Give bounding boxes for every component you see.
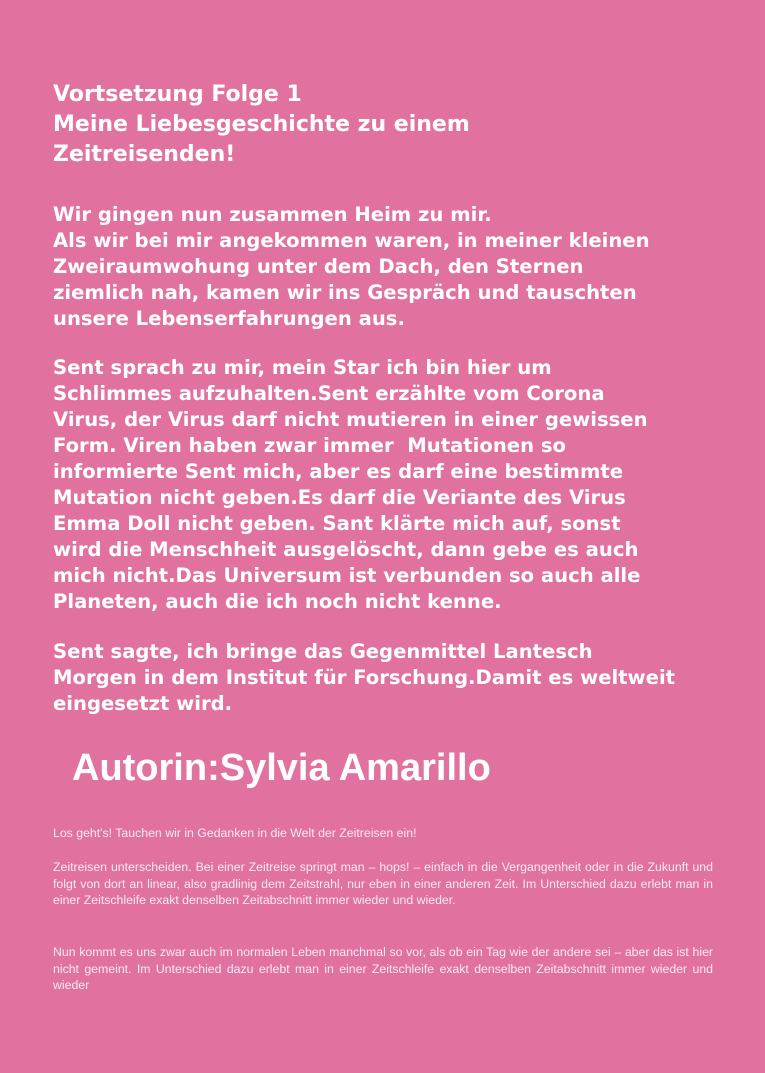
- story-line: Sent sagte, ich bringe das Gegenmittel Lantesch: [53, 640, 593, 663]
- story-line: Emma Doll nicht geben. Sant klärte mich auf, sonst: [53, 512, 621, 535]
- story-line: Virus, der Virus darf nicht mutieren in einer gewissen: [53, 408, 648, 431]
- story-paragraph-3: [53, 639, 743, 717]
- info-paragraph-2: Zeitreisen unterscheiden. Bei einer Zeitreise springt man – hops! – einfach in die Vergangenheit oder in die Zukunft und folgt von dort an linear, also gradlinig dem Zeitstrahl, nur eben in einer anderen Zeit. Im Unterschied dazu erlebt man in einer Zeitschleife exakt denselben Zeitabschnitt immer wieder und wieder.: [53, 860, 713, 907]
- title-line-2: Meine Liebesgeschichte zu einem: [53, 112, 470, 137]
- story-line: ziemlich nah, kamen wir ins Gespräch und tauschten: [53, 281, 637, 304]
- title-line-1: Vortsetzung Folge 1: [53, 82, 302, 107]
- story-line: Morgen in dem Institut für Forschung.Damit es weltweit: [53, 666, 676, 689]
- story-line: unsere Lebenserfahrungen aus.: [53, 307, 405, 330]
- story-line: Sent sprach zu mir, mein Star ich bin hier um: [53, 356, 552, 379]
- author-credit: Autorin:Sylvia Amarillo: [72, 747, 491, 789]
- title-line-3: Zeitreisenden!: [53, 142, 236, 167]
- story-line: Wir gingen nun zusammen Heim zu mir.: [53, 203, 492, 226]
- story-line: wird die Menschheit ausgelöscht, dann gebe es auch: [53, 538, 639, 561]
- story-paragraph-1: [53, 202, 743, 332]
- story-line: Schlimmes aufzuhalten.Sent erzählte vom Corona: [53, 382, 605, 405]
- story-line: Als wir bei mir angekommen waren, in meiner kleinen: [53, 229, 650, 252]
- story-line: Zweiraumwohung unter dem Dach, den Sternen: [53, 255, 584, 278]
- document-title: [53, 80, 733, 170]
- story-line: informierte Sent mich, aber es darf eine bestimmte: [53, 460, 624, 483]
- story-line: eingesetzt wird.: [53, 692, 233, 715]
- story-line: Form. Viren haben zwar immer Mutationen so: [53, 434, 566, 457]
- story-line: Planeten, auch die ich noch nicht kenne.: [53, 590, 502, 613]
- story-line: mich nicht.Das Universum ist verbunden so auch alle: [53, 564, 641, 587]
- info-paragraph-1: Los geht's! Tauchen wir in Gedanken in die Welt der Zeitreisen ein!: [53, 826, 417, 840]
- info-paragraph-3: Nun kommt es uns zwar auch im normalen Leben manchmal so vor, als ob ein Tag wie der andere sei – aber das ist hier nicht gemeint. Im Unterschied dazu erlebt man in einer Zeitschleife exakt denselben Zeitabschnitt immer wieder und wieder: [53, 945, 713, 992]
- story-line: Mutation nicht geben.Es darf die Veriante des Virus: [53, 486, 626, 509]
- story-paragraph-2: [53, 355, 743, 615]
